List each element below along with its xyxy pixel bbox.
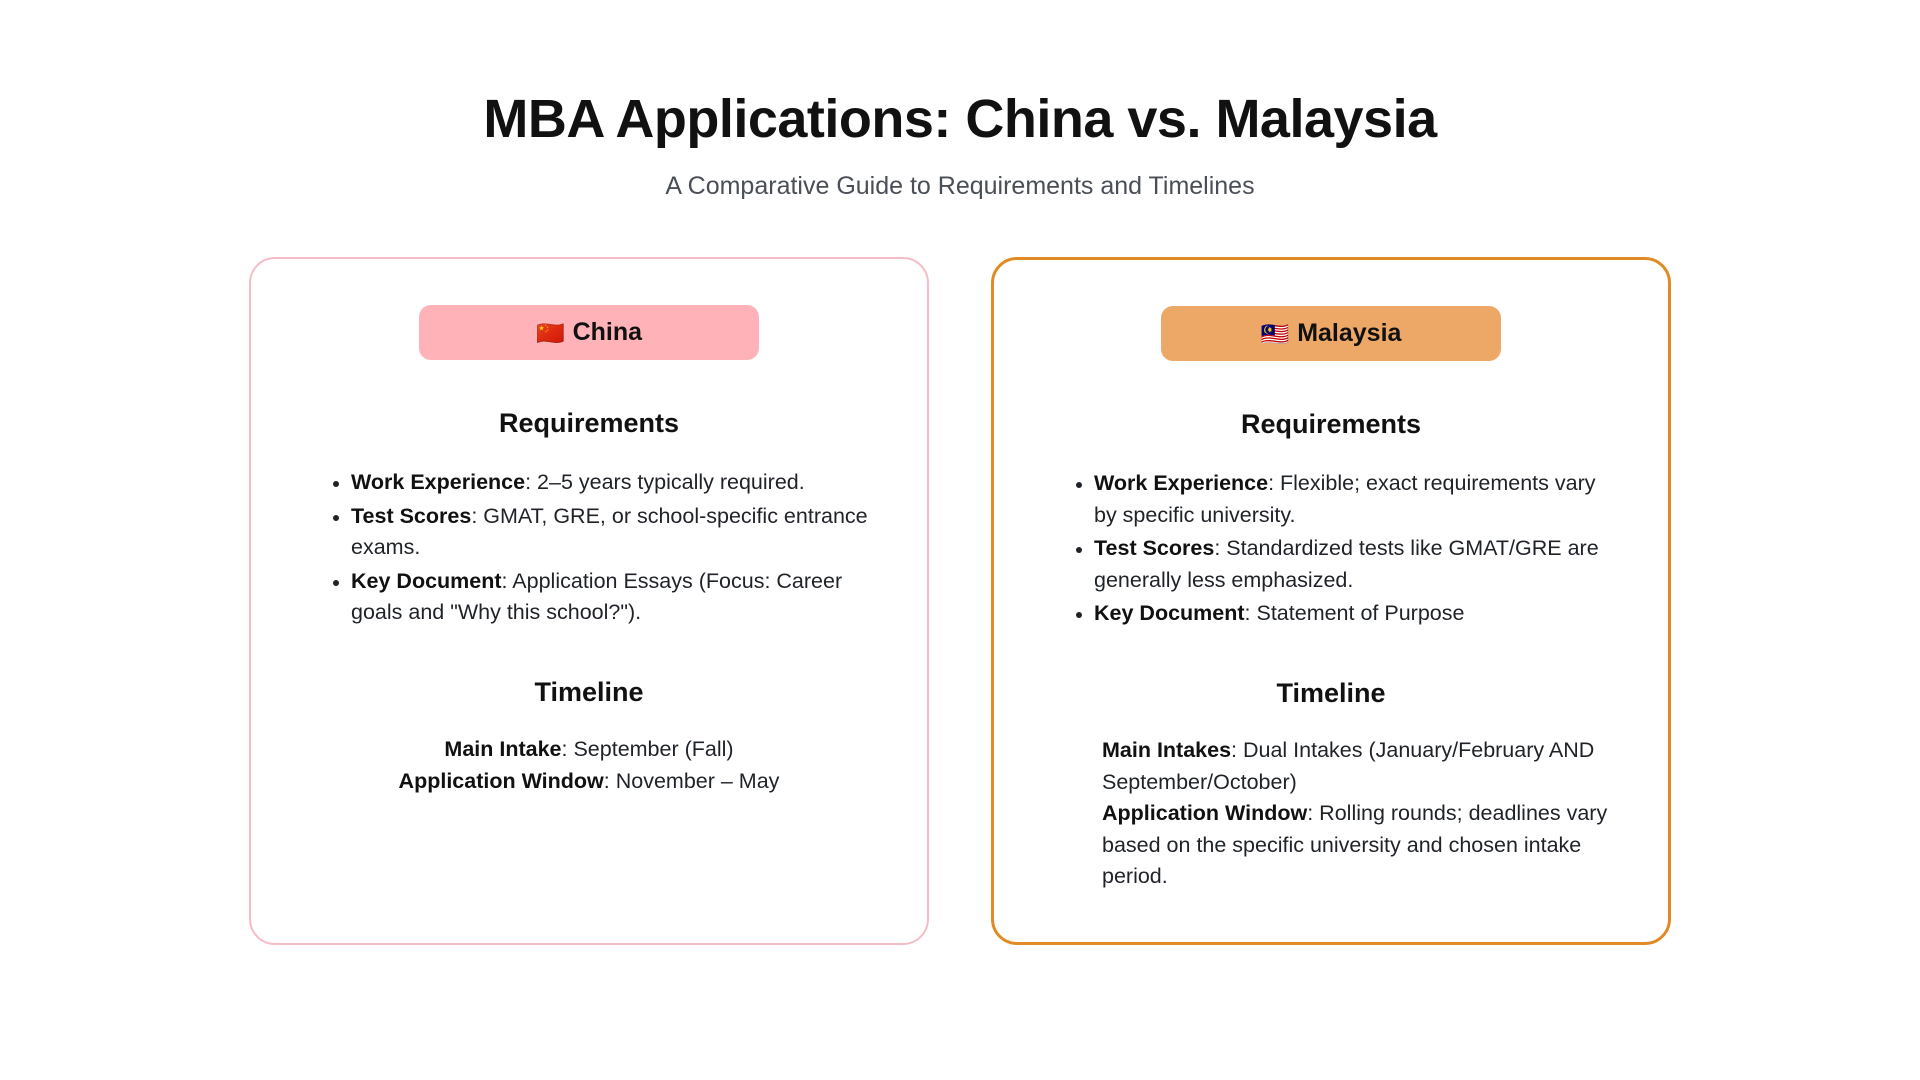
country-badge-china <box>419 305 759 360</box>
timeline-line <box>1102 798 1622 893</box>
requirements-heading-china: Requirements <box>498 408 680 439</box>
requirement-label: Key Document <box>351 568 502 593</box>
country-card-china <box>249 257 929 945</box>
timeline-label: Application Window <box>1102 801 1308 826</box>
list-item <box>1094 533 1622 596</box>
list-item <box>351 501 881 564</box>
china-flag-icon: 🇨🇳 <box>535 320 565 347</box>
requirement-label: Work Experience <box>1094 471 1269 496</box>
timeline-text: : Dual Intakes (January/February AND September/October) <box>1102 738 1595 794</box>
requirement-label: Test Scores <box>1094 536 1215 561</box>
list-item <box>351 566 881 629</box>
timeline-line <box>297 734 881 766</box>
timeline-text: : November – May <box>603 768 780 793</box>
timeline-label: Main Intakes <box>1102 738 1232 763</box>
requirement-text: : GMAT, GRE, or school-specific entrance exams. <box>351 503 868 560</box>
timeline-text: : September (Fall) <box>561 737 734 762</box>
list-item <box>1094 598 1622 630</box>
requirement-label: Key Document <box>1094 601 1245 626</box>
requirement-text: : Flexible; exact requirements vary by specific university. <box>1094 471 1596 527</box>
list-item <box>1094 468 1622 531</box>
timeline-heading-malaysia: Timeline <box>1276 678 1386 709</box>
requirement-text: : Application Essays (Focus: Career goals and "Why this school?"). <box>351 568 843 625</box>
country-label-malaysia: Malaysia <box>1297 319 1402 348</box>
requirement-text: : Standardized tests like GMAT/GRE are generally less emphasized. <box>1094 536 1599 592</box>
page-title: MBA Applications: China vs. Malaysia <box>483 89 1437 149</box>
timeline-label: Application Window <box>398 768 604 793</box>
country-label-china: China <box>572 318 643 347</box>
page-subtitle: A Comparative Guide to Requirements and Timelines <box>665 172 1255 201</box>
timeline-block-china <box>297 734 881 797</box>
requirement-label: Test Scores <box>351 503 472 528</box>
timeline-block-malaysia <box>1040 735 1622 893</box>
list-item <box>351 467 881 499</box>
timeline-line <box>1102 735 1622 798</box>
timeline-text: : Rolling rounds; deadlines vary based on the specific university and chosen intake period. <box>1102 801 1608 889</box>
requirements-heading-malaysia: Requirements <box>1240 409 1422 440</box>
requirement-label: Work Experience <box>351 470 526 495</box>
comparison-columns <box>0 257 1920 945</box>
country-card-malaysia <box>991 257 1671 945</box>
timeline-line <box>297 766 881 798</box>
requirement-text: : 2–5 years typically required. <box>525 470 805 495</box>
timeline-label: Main Intake <box>444 737 562 762</box>
requirements-list-malaysia <box>1040 468 1622 630</box>
malaysia-flag-icon: 🇲🇾 <box>1260 321 1290 348</box>
country-badge-malaysia <box>1161 306 1501 361</box>
timeline-heading-china: Timeline <box>534 677 644 708</box>
requirements-list-china <box>297 467 881 629</box>
requirement-text: : Statement of Purpose <box>1244 601 1465 626</box>
